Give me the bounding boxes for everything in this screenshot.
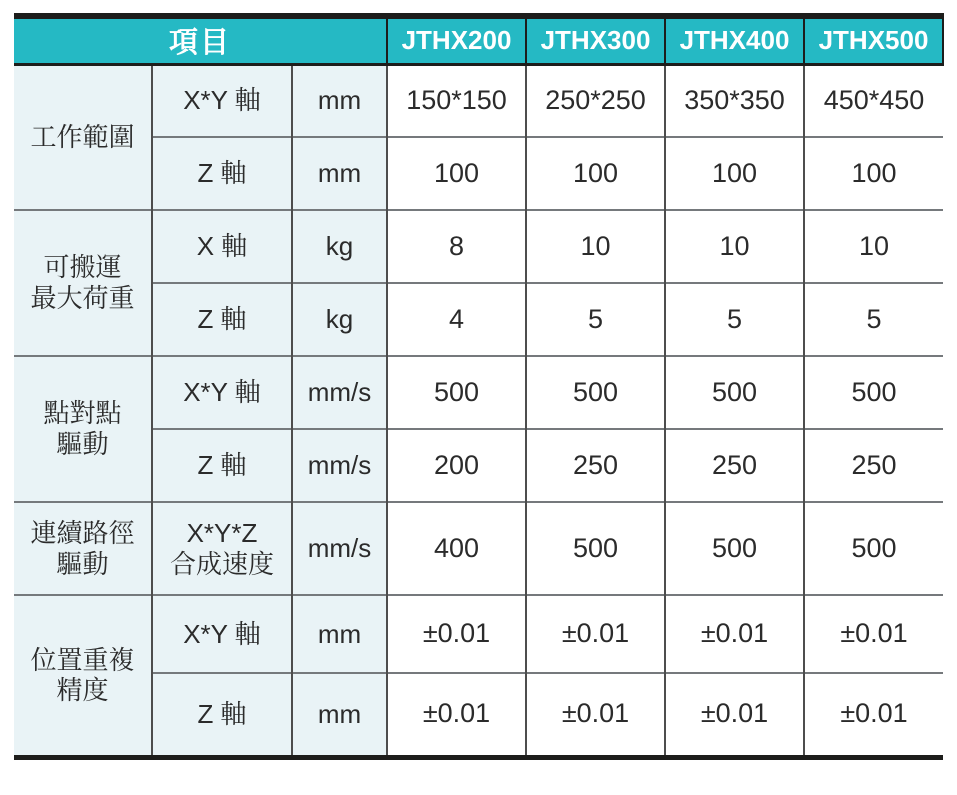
- unit-cell: mm: [292, 673, 387, 757]
- value-cell: 350*350: [665, 64, 804, 137]
- category-cell-continuous-path-drive: [14, 502, 152, 595]
- value-cell: 10: [526, 210, 665, 283]
- value-cell: 500: [804, 356, 943, 429]
- value-cell: 5: [665, 283, 804, 356]
- unit-cell: kg: [292, 283, 387, 356]
- value-cell: ±0.01: [387, 595, 526, 673]
- category-label: 工作範圍: [30, 121, 135, 152]
- category-cell-max-payload: [14, 210, 152, 356]
- axis-cell: X*Y 軸: [152, 595, 292, 673]
- value-cell: 200: [387, 429, 526, 502]
- category-label: 位置重複: [30, 644, 135, 675]
- value-cell: ±0.01: [526, 673, 665, 757]
- axis-cell: X*Y 軸: [152, 356, 292, 429]
- value-cell: ±0.01: [665, 673, 804, 757]
- axis-label: 合成速度: [169, 548, 274, 579]
- category-label: 精度: [56, 675, 109, 706]
- unit-cell: mm/s: [292, 429, 387, 502]
- value-cell: 150*150: [387, 64, 526, 137]
- axis-cell: Z 軸: [152, 673, 292, 757]
- table-row: [14, 356, 943, 429]
- unit-cell: mm: [292, 595, 387, 673]
- header-cell-model-jthx500: JTHX500: [804, 16, 943, 64]
- unit-cell: kg: [292, 210, 387, 283]
- unit-cell: mm/s: [292, 502, 387, 595]
- category-cell-ptp-drive: [14, 356, 152, 502]
- table-header: [14, 16, 943, 64]
- category-label: 連續路徑: [30, 517, 135, 548]
- spec-table: [14, 13, 944, 760]
- unit-cell: mm: [292, 64, 387, 137]
- value-cell: 100: [665, 137, 804, 210]
- table-body: [14, 64, 943, 757]
- value-cell: ±0.01: [526, 595, 665, 673]
- value-cell: 8: [387, 210, 526, 283]
- value-cell: 100: [526, 137, 665, 210]
- value-cell: 5: [526, 283, 665, 356]
- table-row: [14, 283, 943, 356]
- category-label: 點對點: [43, 398, 122, 429]
- category-cell-position-repeatability: [14, 595, 152, 757]
- value-cell: 250: [665, 429, 804, 502]
- category-label: 最大荷重: [30, 283, 135, 313]
- value-cell: 250: [526, 429, 665, 502]
- value-cell: 500: [387, 356, 526, 429]
- header-cell-model-jthx200: JTHX200: [387, 16, 526, 64]
- value-cell: 250*250: [526, 64, 665, 137]
- value-cell: 5: [804, 283, 943, 356]
- axis-cell: Z 軸: [152, 137, 292, 210]
- table-row: [14, 502, 943, 595]
- unit-cell: mm: [292, 137, 387, 210]
- header-cell-item: 項目: [14, 16, 387, 64]
- value-cell: 250: [804, 429, 943, 502]
- table-row: [14, 673, 943, 757]
- category-cell-work-range: [14, 64, 152, 210]
- table-row: [14, 429, 943, 502]
- table-row: [14, 137, 943, 210]
- value-cell: ±0.01: [387, 673, 526, 757]
- axis-cell: X 軸: [152, 210, 292, 283]
- value-cell: 4: [387, 283, 526, 356]
- axis-cell: Z 軸: [152, 283, 292, 356]
- value-cell: 100: [387, 137, 526, 210]
- value-cell: 10: [804, 210, 943, 283]
- table-row: [14, 210, 943, 283]
- axis-cell: Z 軸: [152, 429, 292, 502]
- value-cell: ±0.01: [665, 595, 804, 673]
- category-label: 驅動: [56, 548, 109, 579]
- value-cell: ±0.01: [804, 595, 943, 673]
- value-cell: 500: [804, 502, 943, 595]
- header-row: [14, 16, 943, 64]
- value-cell: 500: [526, 356, 665, 429]
- value-cell: 500: [665, 356, 804, 429]
- table-row: [14, 64, 943, 137]
- category-label: 驅動: [56, 429, 109, 459]
- header-cell-model-jthx300: JTHX300: [526, 16, 665, 64]
- unit-cell: mm/s: [292, 356, 387, 429]
- axis-label: X*Y*Z: [186, 517, 258, 548]
- value-cell: 10: [665, 210, 804, 283]
- header-cell-model-jthx400: JTHX400: [665, 16, 804, 64]
- table-row: [14, 595, 943, 673]
- value-cell: ±0.01: [804, 673, 943, 757]
- value-cell: 500: [665, 502, 804, 595]
- value-cell: 500: [526, 502, 665, 595]
- axis-cell: X*Y 軸: [152, 64, 292, 137]
- axis-cell: [152, 502, 292, 595]
- value-cell: 450*450: [804, 64, 943, 137]
- category-label: 可搬運: [43, 252, 122, 283]
- value-cell: 400: [387, 502, 526, 595]
- value-cell: 100: [804, 137, 943, 210]
